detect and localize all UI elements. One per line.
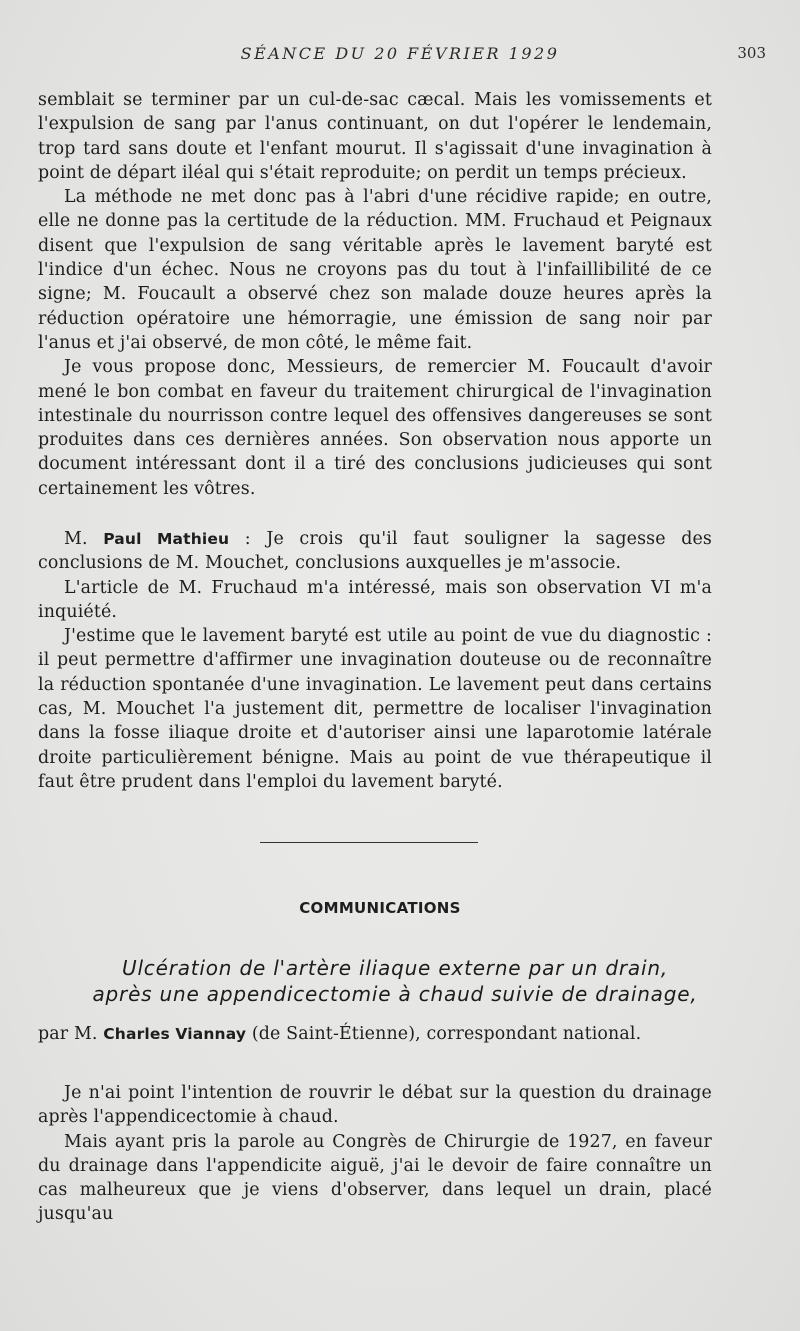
paragraph-mathieu	[38, 527, 712, 576]
paragraph: Mais ayant pris la parole au Congrès de Chirurgie de 1927, en faveur du drainage dans l'appendicite aiguë, j'ai le devoir de faire connaître un cas malheureux que je viens d'observer, dans lequel un drain, placé jusqu'au	[38, 1131, 712, 1225]
speaker-name: Paul Mathieu	[103, 530, 230, 548]
running-title: SÉANCE DU 20 FÉVRIER 1929	[240, 44, 560, 63]
author-name: Charles Viannay	[103, 1025, 247, 1043]
paragraph: L'article de M. Fruchaud m'a intéressé, mais son observation VI m'a inquiété.	[38, 577, 712, 622]
byline	[38, 1024, 712, 1044]
mathieu-remarks	[38, 527, 712, 794]
page-header	[0, 44, 800, 66]
article-title-line: après une appendicectomie à chaud suivie de drainage,	[92, 982, 698, 1006]
paragraph: La méthode ne met donc pas à l'abri d'une récidive rapide; en outre, elle ne donne pas la certitude de la réduction. MM. Fruchaud et Peignaux disent que l'expulsion de sang véritable après le lavement baryté est l'indice d'un échec. Nous ne croyons pas du tout à l'infaillibilité de ce signe; M. Foucault a observé chez son malade douze heures après la réduction opératoire une hémorragie, une émission de sang noir par l'anus et j'ai observé, de mon côté, le même fait.	[38, 187, 712, 353]
page-number: 303	[737, 44, 766, 62]
speaker-prefix: M.	[64, 529, 88, 549]
paragraph: Je vous propose donc, Messieurs, de remercier M. Foucault d'avoir mené le bon combat en faveur du traitement chirurgical de l'invagination intestinale du nourrisson contre lequel des offensives dangereuses se sont produites dans ces dernières années. Son observation nous apporte un document intéressant dont il a tiré des conclusions judicieuses qui sont certainement les vôtres.	[38, 357, 712, 499]
paragraph: Je n'ai point l'intention de rouvrir le débat sur la question du drainage après l'appendicectomie à chaud.	[38, 1083, 712, 1128]
section-divider	[260, 842, 478, 843]
speaker-text: : Je crois qu'il faut souligner la sagesse des conclusions de M. Mouchet, conclusions auxquelles je m'associe.	[38, 529, 713, 574]
discussion-text	[38, 88, 712, 501]
section-heading: COMMUNICATIONS	[299, 899, 461, 917]
byline-affiliation: (de Saint-Étienne), correspondant national.	[246, 1024, 642, 1044]
article-title	[40, 955, 750, 1007]
paragraph: semblait se terminer par un cul-de-sac cæcal. Mais les vomissements et l'expulsion de sang par l'anus continuant, on dut l'opérer le lendemain, trop tard sans doute et l'enfant mourut. Il s'agissait d'une invagination à point de départ iléal qui s'était reproduite; on perdit un temps précieux.	[38, 90, 712, 183]
article-body	[38, 1081, 712, 1227]
byline-prefix: par M.	[38, 1024, 98, 1044]
article-title-line: Ulcération de l'artère iliaque externe par un drain,	[122, 956, 668, 980]
paragraph: J'estime que le lavement baryté est utile au point de vue du diagnostic : il peut permettre d'affirmer une invagination douteuse ou de reconnaître la réduction spontanée d'une invagination. Le lavement peut dans certains cas, M. Mouchet l'a justement dit, permettre de localiser l'invagination dans la fosse iliaque droite et d'autoriser ainsi une laparotomie latérale droite particulièrement bénigne. Mais au point de vue thérapeutique il faut être prudent dans l'emploi du lavement baryté.	[38, 626, 712, 792]
